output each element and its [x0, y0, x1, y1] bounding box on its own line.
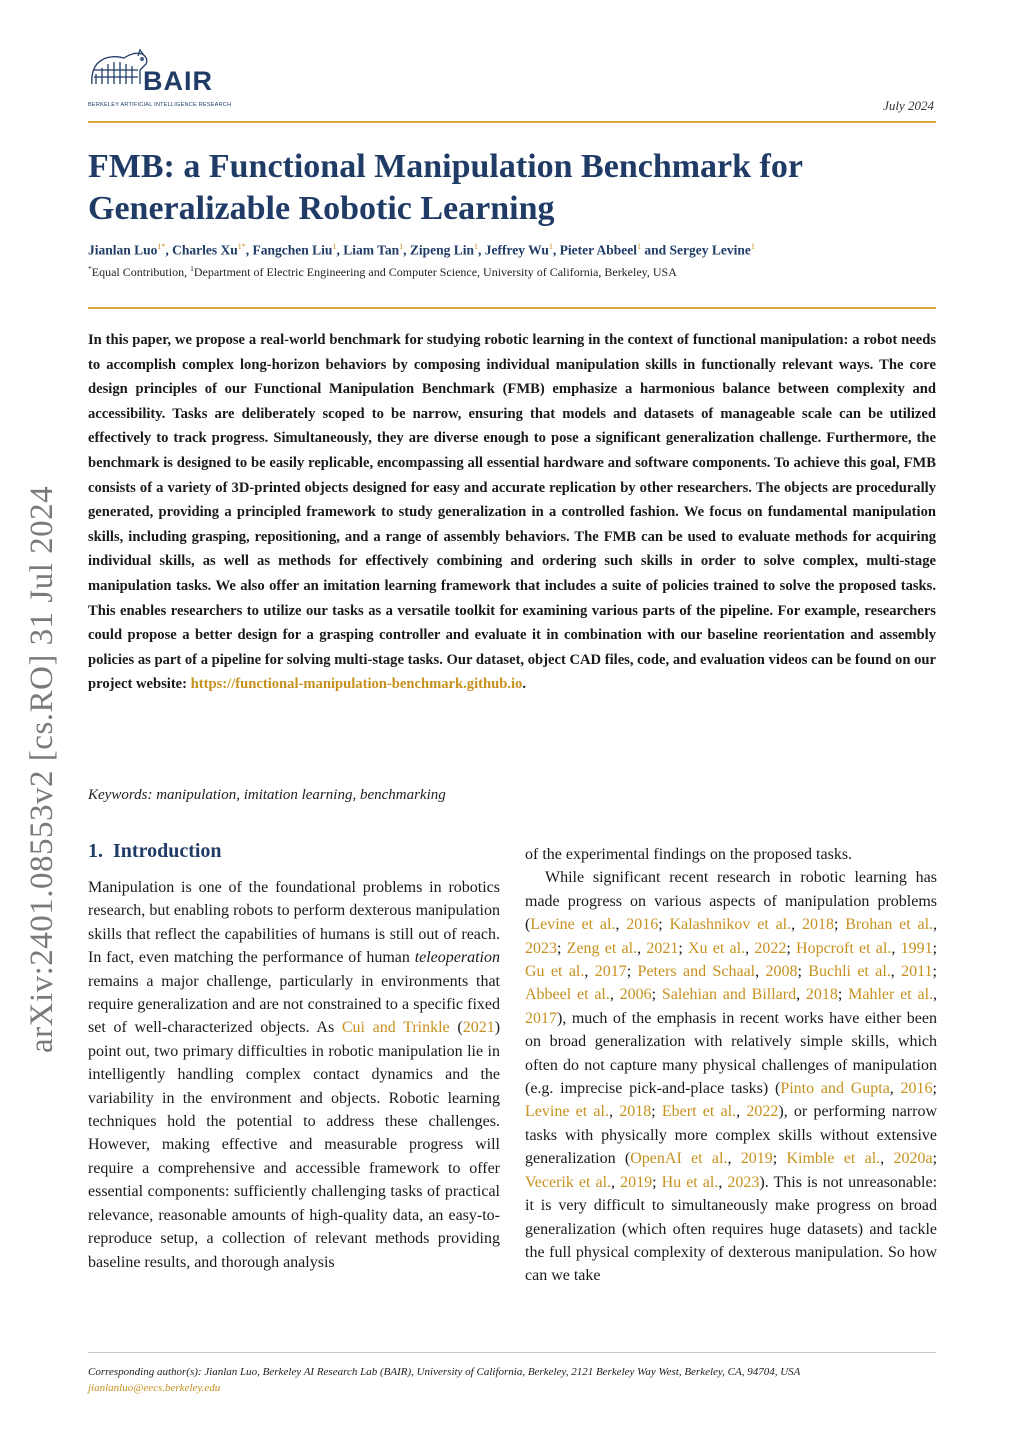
author-affiliation-mark: 1* [157, 242, 166, 251]
intro-paragraph-2: While significant recent research in robotic learning has made progress on various aspects of manipulation problems (Levine et al., 2016; Kalashnikov et al., 2018; Brohan et al., 2023; Zeng et al., 2021; Xu et al., 2022; Hopcroft et al., 1991; Gu et al., 2017; Peters and Schaal, 2008; Buchli et al., 2011; Abbeel et al., 2006; Salehian and Billard, 2018; Mahler et al., 2017), much of the emphasis in recent works have either been on broad generalization with relatively simple skills, which often do not capture many physical challenges of manipulation (e.g. imprecise pick-and-place tasks) (Pinto and Gupta, 2016; Levine et al., 2018; Ebert et al., 2022), or performing narrow tasks with physically more complex skills without extensive generalization (OpenAI et al., 2019; Kimble et al., 2020a; Vecerik et al., 2019; Hu et al., 2023). This is not unreasonable: it is very difficult to simultaneously make progress on broad generalization (which often requires huge datasets) and tackle the full physical complexity of dexterous manipulation. So how can we take [525, 869, 938, 1285]
bear-icon [88, 44, 150, 100]
author-name: Liam Tan [343, 242, 400, 258]
citation-link[interactable]: Gu et al. [525, 963, 585, 981]
author-name: Jianlan Luo [88, 242, 158, 258]
abstract-rule [88, 307, 936, 309]
citation-link[interactable]: 2006 [619, 986, 652, 1004]
author-name: Fangchen Liu [252, 242, 333, 258]
section-heading: 1. Introduction [88, 840, 222, 862]
citation-link[interactable]: Abbeel et al. [525, 986, 610, 1004]
arxiv-identifier: arXiv:2401.08553v2 [cs.RO] 31 Jul 2024 [24, 485, 60, 1053]
citation-link[interactable]: Xu et al. [688, 939, 746, 957]
publication-date: July 2024 [883, 98, 934, 113]
author-email[interactable]: jianlanluo@eecs.berkeley.edu [88, 1382, 221, 1394]
citation-link[interactable]: Buchli et al. [808, 963, 891, 981]
logo-name: BAIR [143, 66, 213, 96]
citation-link[interactable]: 2017 [594, 963, 627, 981]
citation-link[interactable]: 2022 [746, 1103, 779, 1121]
citation-link[interactable]: 1991 [900, 939, 933, 957]
affiliation: *Equal Contribution, $^1$Department of Electric Engineering and Computer Science, University of California, Berkeley, USA [88, 264, 677, 279]
citation-link[interactable]: 2017 [525, 1009, 557, 1027]
citation-link[interactable]: 2018 [619, 1103, 652, 1121]
author-affiliation-mark: 1 [474, 242, 479, 251]
citation-link[interactable]: Zeng et al. [566, 939, 638, 957]
citation-link[interactable]: 2021 [646, 939, 679, 957]
citation-link[interactable]: 2020a [893, 1150, 933, 1168]
citation-link[interactable]: Kalashnikov et al. [669, 916, 792, 934]
bair-logo [88, 40, 232, 112]
intro-paragraph-1: Manipulation is one of the foundational problems in robotics research, but enabling robots to perform dexterous manipulation skills that reflect the capabilities of humans is still out of reach. In fact, even matching the performance of human teleoperation remains a major challenge, particularly in environments that require generalization and are not constrained to a specific fixed set of well-characterized objects. As Cui and Trinkle (2021) point out, two primary difficulties in robotic manipulation lie in intelligently handling complex contact dynamics and the variability in the environment and objects. Robotic learning techniques hold the potential to address these challenges. However, making effective and measurable progress will require a comprehensive and accessible framework to offer essential components: sufficiently challenging tasks of practical relevance, reasonable amounts of high-quality data, an easy-to-reproduce setup, a collection of relevant methods providing baseline results, and thorough analysis [88, 879, 501, 1271]
author-affiliation-mark: 1* [237, 242, 246, 251]
left-column [88, 876, 500, 1274]
citation-link[interactable]: Hopcroft et al. [796, 939, 892, 957]
citation-link[interactable]: Levine et al. [530, 916, 616, 934]
project-link[interactable]: https://functional-manipulation-benchmark.github.io [190, 676, 523, 693]
citation-link[interactable]: Salehian and Billard [661, 986, 797, 1004]
citation-link[interactable]: 2016 [626, 916, 659, 934]
citation-link[interactable]: 2018 [801, 916, 834, 934]
author-name: Zipeng Lin [409, 242, 475, 258]
author-affiliation-mark: 1 [750, 242, 755, 251]
citation-link[interactable]: Cui and Trinkle [341, 1019, 450, 1037]
citation-link[interactable]: Peters and Schaal [637, 963, 756, 981]
citation-link[interactable]: 2008 [765, 963, 798, 981]
keywords: Keywords: manipulation, imitation learning, benchmarking [88, 787, 446, 803]
citation-link[interactable]: OpenAI et al. [630, 1150, 728, 1168]
author-name: Sergey Levine [669, 242, 751, 258]
footer-rule [88, 1352, 936, 1353]
author-name: Charles Xu [172, 242, 238, 258]
paper-title: FMB: a Functional Manipulation Benchmark for Generalizable Robotic Learning [88, 148, 803, 227]
citation-link[interactable]: 2018 [805, 986, 838, 1004]
citation-link[interactable]: Ebert et al. [661, 1103, 737, 1121]
citation-link[interactable]: 2023 [525, 939, 557, 957]
citation-link[interactable]: 2019 [740, 1150, 773, 1168]
citation-link[interactable]: 2016 [900, 1080, 933, 1098]
logo-subtitle: BERKELEY ARTIFICIAL INTELLIGENCE RESEARCH [88, 102, 232, 108]
citation-link[interactable]: 2019 [620, 1173, 653, 1191]
author-affiliation-mark: 1 [637, 242, 641, 251]
author-list: Jianlan Luo$^{1*}$, Charles $Xu^{1*}$, Fangchen Liu$^1$, Liam Tan$^1$, Zipeng Lin$^1$, Jeffrey Wu$^1$, Pieter Abbeel$^1$ and Sergey Levine$^1$ [88, 242, 755, 258]
author-name: Pieter Abbeel [559, 242, 637, 258]
author-affiliation-mark: 1 [332, 242, 337, 251]
citation-link[interactable]: Hu et al. [661, 1173, 719, 1191]
citation-link[interactable]: Kimble et al. [786, 1150, 881, 1168]
citation-link[interactable]: 2011 [901, 963, 933, 981]
intro-paragraph-1-end: of the experimental findings on the proposed tasks. [525, 846, 853, 863]
citation-link[interactable]: Mahler et al. [848, 986, 934, 1004]
citation-link[interactable]: 2021 [462, 1019, 495, 1037]
right-column [525, 843, 937, 1288]
abstract: In this paper, we propose a real-world benchmark for studying robotic learning in the context of functional manipulation: a robot needs to accomplish complex long-horizon behaviors by composing individual manipulation skills in functionally relevant ways. The core design principles of our Functional Manipulation Benchmark (FMB) emphasize a harmonious balance between complexity and accessibility. Tasks are deliberately scoped to be narrow, ensuring that models and datasets of manageable scale can be utilized effectively to track progress. Simultaneously, they are diverse enough to pose a significant generalization challenge. Furthermore, the benchmark is designed to be easily replicable, encompassing all essential hardware and software components. To achieve this goal, FMB consists of a variety of 3D-printed objects designed for easy and accurate replication by other researchers. The objects are procedurally generated, providing a principled framework to study generalization in a controlled fashion. We focus on fundamental manipulation skills, including grasping, repositioning, and a range of assembly behaviors. The FMB can be used to evaluate methods for acquiring individual skills, as well as methods for effectively combining and ordering such skills in order to solve complex, multi-stage manipulation tasks. We also offer an imitation learning framework that includes a suite of policies trained to solve the proposed tasks. This enables researchers to utilize our tasks as a versatile toolkit for examining various parts of the pipeline. For example, researchers could propose a better design for a grasping controller and evaluate it in combination with our baseline reorientation and assembly policies as part of a pipeline for solving multi-stage tasks. Our dataset, object CAD files, code, and evaluation videos can be found on our project website: https://functional-manipulation-benchmark.github.io. [88, 332, 936, 693]
author-affiliation-mark: 1 [548, 242, 553, 251]
footer [88, 1364, 948, 1396]
author-name: Jeffrey Wu [484, 242, 549, 258]
citation-link[interactable]: Levine et al. [525, 1103, 609, 1121]
citation-link[interactable]: 2022 [754, 939, 787, 957]
corresponding-author: Corresponding author(s): Jianlan Luo, Berkeley AI Research Lab (BAIR), University of California, Berkeley, 2121 Berkeley Way West, Berkeley, CA, 94704, USA [88, 1366, 801, 1378]
citation-link[interactable]: Vecerik et al. [525, 1173, 612, 1191]
citation-link[interactable]: Brohan et al. [845, 916, 934, 934]
author-affiliation-mark: 1 [399, 242, 404, 251]
header-rule [88, 121, 936, 123]
citation-link[interactable]: Pinto and Gupta [780, 1080, 890, 1098]
citation-link[interactable]: 2023 [727, 1173, 760, 1191]
